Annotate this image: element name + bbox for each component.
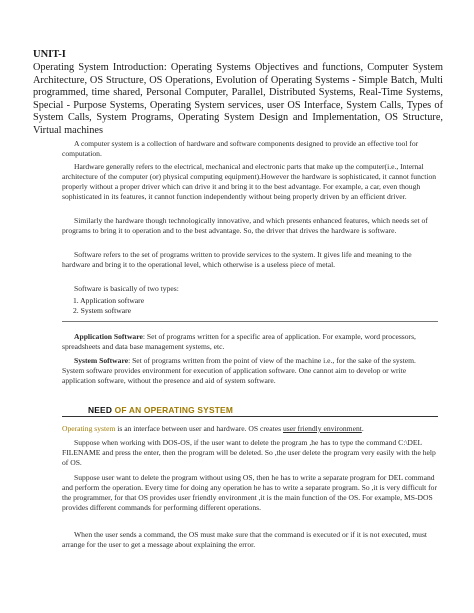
os-interface-text: is an interface between user and hardware. OS creates [115,424,283,433]
heading-underline [62,416,438,417]
os-interface-end: . [361,424,364,433]
sys-software-text: : Set of programs written from the point of view of the machine i.e., for the sake of the system. System software provides environment for execution of application software. One cannot aim to develop or write application software, without the presence and aid of system software. [62,356,416,385]
para-without-os: Suppose user want to delete the program without using OS, then he has to write a separate program for DEL command and perform the operation. Every time for doing any operation he has to write a separate program. So ,it is very difficult for the programmer, for that OS provides user friendly environment ,it is the main function of the OS. For example, MS-DOS provides different commands for performing different operations. [62,473,438,512]
types-block [62,284,438,294]
app-software-term: Application Software [74,332,143,341]
heading-part-2: OF AN [114,405,144,415]
para-similarly: Similarly the hardware though technologically innovative, and which presents enhanced features, which needs set of programs to bring it to operation and to the best advantage. So, the driver that drives the hardware is software. [62,216,428,235]
list-item: 2. System software [73,305,131,315]
para-app-software [62,332,438,352]
intro-block [62,139,438,159]
sys-software-block [62,356,438,386]
user-friendly-link: user friendly environment [282,424,362,433]
software-block [62,250,438,270]
app-software-text: : Set of programs written for a specific area of application. For example, word processors, spreadsheets and data base management systems, etc. [62,332,416,351]
para-hardware: Hardware generally refers to the electrical, mechanical and electronic parts that make up the computer(i.e., Internal architecture of the computer (or) physical computing equipment).However the hardware is sophisticated, it cannot function properly without a proper driver which can drive it and bring it to the best advantage. For example, a car, even though sophisticated in its features, it cannot function independently without being properly driven by an efficient driver. [62,162,437,201]
dos-block [62,438,438,468]
list-item: 1. Application software [73,296,145,305]
os-interface-block [62,424,438,434]
app-software-block [62,332,438,352]
sys-software-term: System Software [74,356,129,365]
hardware-block [62,162,438,202]
syllabus-text: Operating System Introduction: Operating Systems Objectives and functions, Computer System Architecture, OS Structure, OS Operations, Evolution of Operating Systems - Simple Batch, Multi programmed, time shared, Personal Computer, Parallel, Distributed Systems, Real-Time Systems, Special - Purpose Systems, Operating System services, user OS Interface, System Calls, Types of System Calls, System Programs, Operating System Design and Implementation, OS Structure, Virtual machines [33,62,443,136]
unit-title: UNIT-I [33,49,66,60]
para-computer-system: A computer system is a collection of hardware and software components designed to provide an effective tool for computation. [62,139,419,158]
para-os-interface [62,424,438,434]
software-type-list [73,296,144,316]
command-block [62,530,438,550]
similarly-block [62,216,438,236]
section-heading [88,405,233,415]
without-os-block [62,473,438,513]
para-software: Software refers to the set of programs written to provide services to the system. It gives life and meaning to the hardware and bring it to the operational level, which otherwise is a useless piece of metal. [62,250,412,269]
os-term: Operating system [62,424,116,433]
para-command: When the user sends a command, the OS must make sure that the command is executed or if it is not executed, must arrange for the user to get a message about explaining the error. [62,530,428,549]
para-types: Software is basically of two types: [74,284,179,293]
divider [62,321,438,322]
para-sys-software [62,356,438,386]
heading-part-3: OPERATING SYSTEM [143,405,234,415]
para-dos: Suppose when working with DOS-OS, if the user want to delete the program ,he has to type the command C:\DEL FILENAME and press the enter, then the program will be deleted. So ,the user delete the program very easily with the help of OS. [62,438,436,467]
heading-part-1: NEED [88,405,115,415]
